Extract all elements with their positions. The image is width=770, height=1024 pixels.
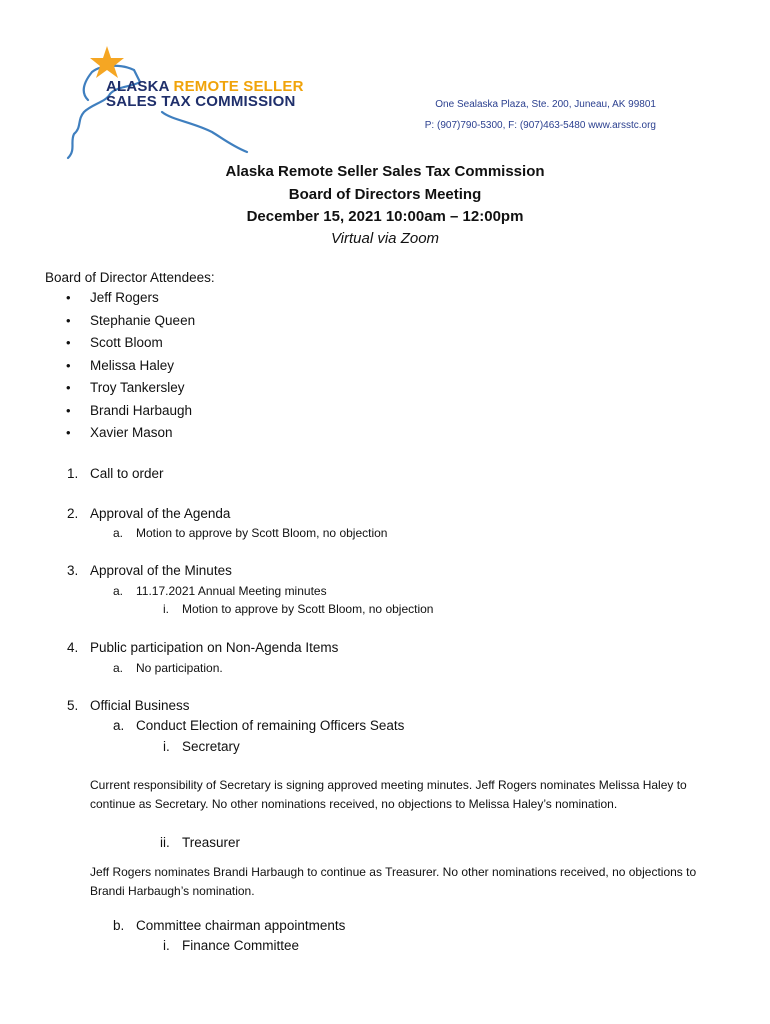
agenda-item-4a: No participation. [136, 661, 223, 675]
agenda-item-5ai-number: i. [163, 739, 170, 754]
bullet-icon: • [66, 357, 71, 373]
attendee-name: Xavier Mason [90, 425, 173, 440]
bullet-icon: • [66, 380, 71, 395]
logo-word-alaska: ALASKA [106, 78, 170, 95]
bullet-icon: • [66, 335, 71, 350]
agenda-item-1: Call to order [90, 466, 164, 481]
agenda-item-2-number: 2. [67, 506, 79, 521]
bullet-icon: • [66, 402, 71, 418]
logo-text-line2: SALES TAX COMMISSION [106, 93, 296, 110]
agenda-item-2: Approval of the Agenda [90, 506, 231, 521]
agenda-item-5ai: Secretary [182, 739, 240, 754]
agenda-item-3ai-number: i. [163, 602, 169, 616]
agenda-item-1-number: 1. [67, 466, 79, 481]
agenda-item-5a-number: a. [113, 718, 125, 733]
agenda-item-5-number: 5. [67, 698, 79, 713]
attendee-name: Jeff Rogers [90, 290, 159, 305]
attendees-heading: Board of Director Attendees: [45, 270, 215, 285]
page-title: Alaska Remote Seller Sales Tax Commission [225, 163, 545, 180]
agenda-item-5aii-number: ii. [160, 835, 170, 850]
agenda-item-3-number: 3. [67, 563, 79, 578]
star-icon [90, 46, 124, 78]
secretary-paragraph: Current responsibility of Secretary is signing approved meeting minutes. Jeff Rogers nominates Melissa Haley to continue as Secretary. No other nominations received, no objections to Melissa Haley’s nomination. [90, 778, 687, 811]
logo-word-remote-seller: REMOTE SELLER [173, 78, 304, 95]
agenda-item-2a: Motion to approve by Scott Bloom, no objection [136, 526, 388, 540]
agenda-item-5a: Conduct Election of remaining Officers Seats [136, 718, 405, 733]
attendee-name: Melissa Haley [90, 357, 175, 373]
meeting-location: Virtual via Zoom [330, 230, 440, 247]
agenda-item-3ai: Motion to approve by Scott Bloom, no objection [182, 602, 434, 616]
attendee-name: Troy Tankersley [90, 380, 185, 395]
meeting-date: December 15, 2021 10:00am – 12:00pm [246, 208, 524, 225]
agenda-item-2a-number: a. [113, 526, 124, 540]
agenda-item-5aii: Treasurer [182, 835, 241, 850]
agenda-item-5b: Committee chairman appointments [136, 918, 346, 933]
bullet-icon: • [66, 312, 71, 328]
bullet-icon: • [66, 425, 71, 440]
agenda-item-3a: 11.17.2021 Annual Meeting minutes [136, 584, 327, 598]
attendee-name: Stephanie Queen [90, 312, 196, 328]
attendee-name: Scott Bloom [90, 335, 163, 350]
agenda-item-5: Official Business [90, 698, 190, 713]
agenda-item-4: Public participation on Non-Agenda Items [90, 640, 339, 655]
agenda-item-5bi: Finance Committee [182, 938, 300, 953]
agenda-item-5b-number: b. [113, 918, 125, 933]
meeting-name: Board of Directors Meeting [288, 186, 482, 203]
agenda-item-4a-number: a. [113, 661, 124, 675]
agenda-item-3: Approval of the Minutes [90, 563, 232, 578]
address: One Sealaska Plaza, Ste. 200, Juneau, AK 99801 [435, 99, 656, 110]
agenda-item-3a-number: a. [113, 584, 124, 598]
agenda-item-4-number: 4. [67, 640, 79, 655]
attendee-name: Brandi Harbaugh [90, 402, 193, 418]
agenda-item-5bi-number: i. [163, 938, 170, 953]
bullet-icon: • [66, 290, 71, 305]
treasurer-paragraph: Jeff Rogers nominates Brandi Harbaugh to continue as Treasurer. No other nominations received, no objections to Brandi Harbaugh’s nomination. [90, 865, 697, 898]
contact-info: P: (907)790-5300, F: (907)463-5480 www.arsstc.org [424, 120, 656, 131]
